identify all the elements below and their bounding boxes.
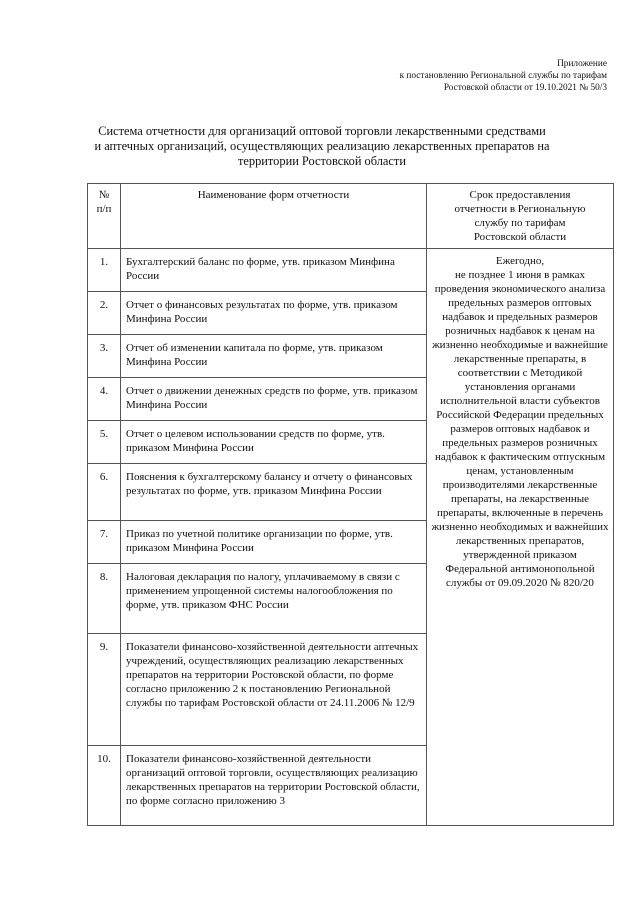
row-number: 3.: [88, 335, 121, 378]
appendix-note: [247, 58, 607, 94]
row-form-name: Показатели финансово-хозяйственной деятельности организаций оптовой торговли, осуществляющих реализацию лекарственных препаратов на территории Ростовской области, по форме согласно приложению 3: [121, 746, 427, 826]
header-deadline-line: Срок предоставления: [469, 189, 571, 201]
row-number: 8.: [88, 564, 121, 634]
reports-table: [87, 183, 614, 826]
header-deadline: [427, 184, 614, 249]
row-form-name: Отчет об изменении капитала по форме, утв. приказом Минфина России: [121, 335, 427, 378]
title-line: территории Ростовской области: [238, 154, 406, 168]
document-title: [80, 124, 564, 169]
header-deadline-line: Ростовской области: [473, 231, 567, 243]
title-line: Система отчетности для организаций оптовой торговли лекарственными средствами: [98, 124, 546, 138]
appendix-reference: к постановлению Региональной службы по тарифам: [399, 71, 607, 81]
row-number: 6.: [88, 464, 121, 521]
header-number-abbr: п/п: [96, 203, 112, 215]
row-form-name: Приказ по учетной политике организации по форме, утв. приказом Минфина России: [121, 521, 427, 564]
row-form-name: Бухгалтерский баланс по форме, утв. приказом Минфина России: [121, 249, 427, 292]
header-number: [88, 184, 121, 249]
row-form-name: Отчет о финансовых результатах по форме, утв. приказом Минфина России: [121, 292, 427, 335]
table-header-row: [88, 184, 614, 249]
row-form-name: Показатели финансово-хозяйственной деятельности аптечных учреждений, осуществляющих реализацию лекарственных препаратов на территории Ростовской области, по форме согласно приложению 2 к постановлению Региональной службы по тарифам Ростовской области от 24.11.2006 № 12/9: [121, 634, 427, 746]
header-deadline-line: отчетности в Региональную: [454, 203, 586, 215]
row-number: 7.: [88, 521, 121, 564]
deadline-cell: [427, 249, 614, 826]
appendix-title: Приложение: [557, 59, 607, 69]
appendix-date: Ростовской области от 19.10.2021 № 50/3: [443, 83, 607, 93]
title-line: и аптечных организаций, осуществляющих реализацию лекарственных препаратов на: [94, 139, 550, 153]
deadline-description: не позднее 1 июня в рамках проведения экономического анализа предельных размеров оптовых надбавок и предельных размеров розничных надбавок к ценам на жизненно необходимые и важнейшие лекарственные препараты, в соответствии с Методикой установления органами исполнительной власти субъектов Российской Федерации предельных размеров оптовых надбавок и предельных размеров розничных надбавок к фактическим отпускным ценам, установленным производителями лекарственные препараты, на лекарственные препараты, включенные в перечень жизненно необходимых и важнейших лекарственных препаратов, утвержденной приказом Федеральной антимонопольной службы от 09.09.2020 № 820/20: [431, 269, 609, 589]
row-form-name: Отчет о целевом использовании средств по форме, утв. приказом Минфина России: [121, 421, 427, 464]
row-form-name: Налоговая декларация по налогу, уплачиваемому в связи с применением упрощенной системы налогообложения по форме, утв. приказом ФНС России: [121, 564, 427, 634]
header-deadline-line: службу по тарифам: [474, 217, 566, 229]
deadline-frequency: Ежегодно,: [495, 255, 545, 267]
row-number: 5.: [88, 421, 121, 464]
row-number: 1.: [88, 249, 121, 292]
row-number: 9.: [88, 634, 121, 746]
row-number: 4.: [88, 378, 121, 421]
row-form-name: Отчет о движении денежных средств по форме, утв. приказом Минфина России: [121, 378, 427, 421]
header-number-sign: №: [98, 189, 110, 201]
row-form-name: Пояснения к бухгалтерскому балансу и отчету о финансовых результатах по форме, утв. приказом Минфина России: [121, 464, 427, 521]
table-row: [88, 249, 614, 292]
row-number: 10.: [88, 746, 121, 826]
header-form-name: Наименование форм отчетности: [121, 184, 427, 249]
row-number: 2.: [88, 292, 121, 335]
